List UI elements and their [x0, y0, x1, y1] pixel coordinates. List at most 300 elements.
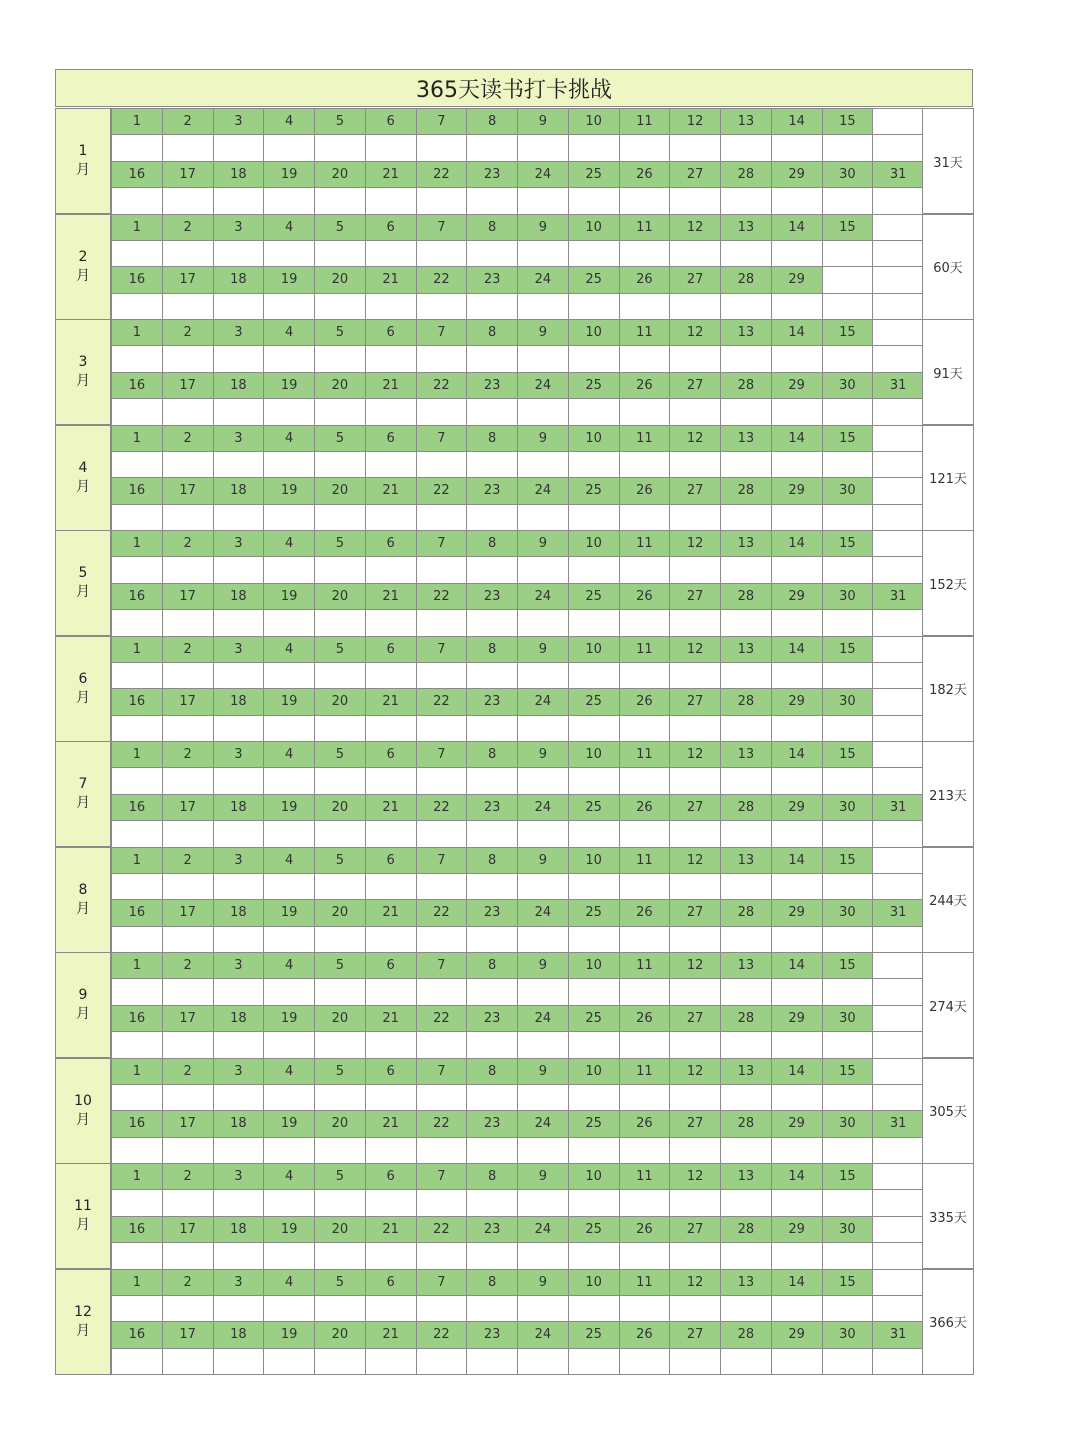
- checkin-cell[interactable]: [466, 1031, 518, 1058]
- checkin-cell[interactable]: [872, 477, 924, 504]
- checkin-cell[interactable]: [669, 240, 721, 267]
- checkin-cell[interactable]: [771, 451, 823, 478]
- checkin-cell[interactable]: [568, 609, 620, 636]
- checkin-cell[interactable]: [517, 1189, 569, 1216]
- checkin-cell[interactable]: [517, 1242, 569, 1269]
- checkin-cell[interactable]: [416, 1084, 468, 1111]
- checkin-cell[interactable]: [517, 1137, 569, 1164]
- checkin-cell[interactable]: [365, 1295, 417, 1322]
- checkin-cell[interactable]: [365, 1137, 417, 1164]
- checkin-cell[interactable]: [872, 715, 924, 742]
- checkin-cell[interactable]: [619, 715, 671, 742]
- checkin-cell[interactable]: [720, 240, 772, 267]
- checkin-cell[interactable]: [771, 715, 823, 742]
- checkin-cell[interactable]: [720, 662, 772, 689]
- checkin-cell[interactable]: [517, 1348, 569, 1375]
- checkin-cell[interactable]: [517, 873, 569, 900]
- checkin-cell[interactable]: [162, 240, 214, 267]
- checkin-cell[interactable]: [263, 662, 315, 689]
- checkin-cell[interactable]: [872, 847, 924, 874]
- checkin-cell[interactable]: [669, 1189, 721, 1216]
- checkin-cell[interactable]: [720, 1348, 772, 1375]
- checkin-cell[interactable]: [314, 556, 366, 583]
- checkin-cell[interactable]: [162, 978, 214, 1005]
- checkin-cell[interactable]: [669, 187, 721, 214]
- checkin-cell[interactable]: [162, 820, 214, 847]
- checkin-cell[interactable]: [720, 504, 772, 531]
- checkin-cell[interactable]: [771, 767, 823, 794]
- checkin-cell[interactable]: [263, 609, 315, 636]
- checkin-cell[interactable]: [314, 1031, 366, 1058]
- checkin-cell[interactable]: [365, 240, 417, 267]
- checkin-cell[interactable]: [517, 609, 569, 636]
- checkin-cell[interactable]: [466, 609, 518, 636]
- checkin-cell[interactable]: [822, 1031, 874, 1058]
- checkin-cell[interactable]: [720, 134, 772, 161]
- checkin-cell[interactable]: [365, 1348, 417, 1375]
- checkin-cell[interactable]: [872, 978, 924, 1005]
- checkin-cell[interactable]: [669, 1031, 721, 1058]
- checkin-cell[interactable]: [568, 715, 620, 742]
- checkin-cell[interactable]: [771, 293, 823, 320]
- checkin-cell[interactable]: [771, 240, 823, 267]
- checkin-cell[interactable]: [619, 1295, 671, 1322]
- checkin-cell[interactable]: [111, 345, 163, 372]
- checkin-cell[interactable]: [619, 1348, 671, 1375]
- checkin-cell[interactable]: [872, 1005, 924, 1032]
- checkin-cell[interactable]: [314, 873, 366, 900]
- checkin-cell[interactable]: [822, 715, 874, 742]
- checkin-cell[interactable]: [669, 820, 721, 847]
- checkin-cell[interactable]: [872, 1084, 924, 1111]
- checkin-cell[interactable]: [517, 1084, 569, 1111]
- checkin-cell[interactable]: [365, 715, 417, 742]
- checkin-cell[interactable]: [162, 715, 214, 742]
- checkin-cell[interactable]: [213, 926, 265, 953]
- checkin-cell[interactable]: [517, 187, 569, 214]
- checkin-cell[interactable]: [416, 187, 468, 214]
- checkin-cell[interactable]: [568, 345, 620, 372]
- checkin-cell[interactable]: [720, 715, 772, 742]
- checkin-cell[interactable]: [213, 767, 265, 794]
- checkin-cell[interactable]: [213, 556, 265, 583]
- checkin-cell[interactable]: [720, 187, 772, 214]
- checkin-cell[interactable]: [822, 926, 874, 953]
- checkin-cell[interactable]: [619, 1189, 671, 1216]
- checkin-cell[interactable]: [822, 1084, 874, 1111]
- checkin-cell[interactable]: [771, 1348, 823, 1375]
- checkin-cell[interactable]: [466, 1137, 518, 1164]
- checkin-cell[interactable]: [263, 187, 315, 214]
- checkin-cell[interactable]: [568, 1295, 620, 1322]
- checkin-cell[interactable]: [416, 451, 468, 478]
- checkin-cell[interactable]: [771, 345, 823, 372]
- checkin-cell[interactable]: [872, 108, 924, 135]
- checkin-cell[interactable]: [466, 134, 518, 161]
- checkin-cell[interactable]: [568, 1084, 620, 1111]
- checkin-cell[interactable]: [162, 1137, 214, 1164]
- checkin-cell[interactable]: [263, 1031, 315, 1058]
- checkin-cell[interactable]: [416, 609, 468, 636]
- checkin-cell[interactable]: [416, 398, 468, 425]
- checkin-cell[interactable]: [771, 926, 823, 953]
- checkin-cell[interactable]: [213, 978, 265, 1005]
- checkin-cell[interactable]: [720, 609, 772, 636]
- checkin-cell[interactable]: [213, 662, 265, 689]
- checkin-cell[interactable]: [669, 767, 721, 794]
- checkin-cell[interactable]: [416, 1137, 468, 1164]
- checkin-cell[interactable]: [263, 1348, 315, 1375]
- checkin-cell[interactable]: [365, 134, 417, 161]
- checkin-cell[interactable]: [619, 1084, 671, 1111]
- checkin-cell[interactable]: [872, 1058, 924, 1085]
- checkin-cell[interactable]: [416, 1295, 468, 1322]
- checkin-cell[interactable]: [872, 425, 924, 452]
- checkin-cell[interactable]: [111, 1137, 163, 1164]
- checkin-cell[interactable]: [517, 715, 569, 742]
- checkin-cell[interactable]: [822, 134, 874, 161]
- checkin-cell[interactable]: [111, 662, 163, 689]
- checkin-cell[interactable]: [466, 451, 518, 478]
- checkin-cell[interactable]: [416, 1242, 468, 1269]
- checkin-cell[interactable]: [720, 820, 772, 847]
- checkin-cell[interactable]: [568, 1031, 620, 1058]
- checkin-cell[interactable]: [822, 293, 874, 320]
- checkin-cell[interactable]: [669, 504, 721, 531]
- checkin-cell[interactable]: [822, 266, 874, 293]
- checkin-cell[interactable]: [111, 398, 163, 425]
- checkin-cell[interactable]: [568, 556, 620, 583]
- checkin-cell[interactable]: [111, 767, 163, 794]
- checkin-cell[interactable]: [771, 820, 823, 847]
- checkin-cell[interactable]: [365, 451, 417, 478]
- checkin-cell[interactable]: [162, 662, 214, 689]
- checkin-cell[interactable]: [466, 1084, 518, 1111]
- checkin-cell[interactable]: [365, 662, 417, 689]
- checkin-cell[interactable]: [213, 451, 265, 478]
- checkin-cell[interactable]: [416, 873, 468, 900]
- checkin-cell[interactable]: [822, 345, 874, 372]
- checkin-cell[interactable]: [466, 556, 518, 583]
- checkin-cell[interactable]: [162, 1031, 214, 1058]
- checkin-cell[interactable]: [568, 820, 620, 847]
- checkin-cell[interactable]: [162, 345, 214, 372]
- checkin-cell[interactable]: [619, 1031, 671, 1058]
- checkin-cell[interactable]: [365, 1189, 417, 1216]
- checkin-cell[interactable]: [720, 767, 772, 794]
- checkin-cell[interactable]: [162, 1084, 214, 1111]
- checkin-cell[interactable]: [416, 767, 468, 794]
- checkin-cell[interactable]: [872, 609, 924, 636]
- checkin-cell[interactable]: [466, 240, 518, 267]
- checkin-cell[interactable]: [517, 504, 569, 531]
- checkin-cell[interactable]: [365, 926, 417, 953]
- checkin-cell[interactable]: [771, 187, 823, 214]
- checkin-cell[interactable]: [213, 1189, 265, 1216]
- checkin-cell[interactable]: [568, 134, 620, 161]
- checkin-cell[interactable]: [365, 1242, 417, 1269]
- checkin-cell[interactable]: [416, 504, 468, 531]
- checkin-cell[interactable]: [162, 451, 214, 478]
- checkin-cell[interactable]: [619, 662, 671, 689]
- checkin-cell[interactable]: [416, 134, 468, 161]
- checkin-cell[interactable]: [111, 1295, 163, 1322]
- checkin-cell[interactable]: [872, 1295, 924, 1322]
- checkin-cell[interactable]: [872, 134, 924, 161]
- checkin-cell[interactable]: [111, 240, 163, 267]
- checkin-cell[interactable]: [314, 1137, 366, 1164]
- checkin-cell[interactable]: [822, 1189, 874, 1216]
- checkin-cell[interactable]: [466, 1242, 518, 1269]
- checkin-cell[interactable]: [314, 926, 366, 953]
- checkin-cell[interactable]: [466, 715, 518, 742]
- checkin-cell[interactable]: [669, 873, 721, 900]
- checkin-cell[interactable]: [466, 345, 518, 372]
- checkin-cell[interactable]: [111, 715, 163, 742]
- checkin-cell[interactable]: [517, 556, 569, 583]
- checkin-cell[interactable]: [720, 398, 772, 425]
- checkin-cell[interactable]: [213, 820, 265, 847]
- checkin-cell[interactable]: [872, 1163, 924, 1190]
- checkin-cell[interactable]: [872, 926, 924, 953]
- checkin-cell[interactable]: [263, 926, 315, 953]
- checkin-cell[interactable]: [822, 556, 874, 583]
- checkin-cell[interactable]: [517, 767, 569, 794]
- checkin-cell[interactable]: [669, 926, 721, 953]
- checkin-cell[interactable]: [517, 345, 569, 372]
- checkin-cell[interactable]: [314, 187, 366, 214]
- checkin-cell[interactable]: [416, 820, 468, 847]
- checkin-cell[interactable]: [822, 451, 874, 478]
- checkin-cell[interactable]: [619, 767, 671, 794]
- checkin-cell[interactable]: [568, 926, 620, 953]
- checkin-cell[interactable]: [111, 134, 163, 161]
- checkin-cell[interactable]: [720, 451, 772, 478]
- checkin-cell[interactable]: [314, 1189, 366, 1216]
- checkin-cell[interactable]: [568, 1348, 620, 1375]
- checkin-cell[interactable]: [771, 873, 823, 900]
- checkin-cell[interactable]: [669, 1242, 721, 1269]
- checkin-cell[interactable]: [872, 952, 924, 979]
- checkin-cell[interactable]: [771, 504, 823, 531]
- checkin-cell[interactable]: [111, 1084, 163, 1111]
- checkin-cell[interactable]: [466, 1189, 518, 1216]
- checkin-cell[interactable]: [720, 345, 772, 372]
- checkin-cell[interactable]: [771, 398, 823, 425]
- checkin-cell[interactable]: [568, 504, 620, 531]
- checkin-cell[interactable]: [822, 398, 874, 425]
- checkin-cell[interactable]: [872, 767, 924, 794]
- checkin-cell[interactable]: [669, 398, 721, 425]
- checkin-cell[interactable]: [365, 293, 417, 320]
- checkin-cell[interactable]: [619, 873, 671, 900]
- checkin-cell[interactable]: [263, 345, 315, 372]
- checkin-cell[interactable]: [162, 134, 214, 161]
- checkin-cell[interactable]: [872, 1242, 924, 1269]
- checkin-cell[interactable]: [111, 926, 163, 953]
- checkin-cell[interactable]: [517, 926, 569, 953]
- checkin-cell[interactable]: [619, 556, 671, 583]
- checkin-cell[interactable]: [466, 926, 518, 953]
- checkin-cell[interactable]: [568, 293, 620, 320]
- checkin-cell[interactable]: [365, 767, 417, 794]
- checkin-cell[interactable]: [162, 873, 214, 900]
- checkin-cell[interactable]: [314, 504, 366, 531]
- checkin-cell[interactable]: [263, 873, 315, 900]
- checkin-cell[interactable]: [822, 504, 874, 531]
- checkin-cell[interactable]: [162, 1242, 214, 1269]
- checkin-cell[interactable]: [263, 1084, 315, 1111]
- checkin-cell[interactable]: [872, 398, 924, 425]
- checkin-cell[interactable]: [720, 978, 772, 1005]
- checkin-cell[interactable]: [568, 767, 620, 794]
- checkin-cell[interactable]: [416, 1189, 468, 1216]
- checkin-cell[interactable]: [872, 240, 924, 267]
- checkin-cell[interactable]: [822, 240, 874, 267]
- checkin-cell[interactable]: [314, 134, 366, 161]
- checkin-cell[interactable]: [162, 556, 214, 583]
- checkin-cell[interactable]: [365, 873, 417, 900]
- checkin-cell[interactable]: [517, 451, 569, 478]
- checkin-cell[interactable]: [619, 926, 671, 953]
- checkin-cell[interactable]: [771, 1189, 823, 1216]
- checkin-cell[interactable]: [517, 978, 569, 1005]
- checkin-cell[interactable]: [720, 293, 772, 320]
- checkin-cell[interactable]: [771, 556, 823, 583]
- checkin-cell[interactable]: [213, 1084, 265, 1111]
- checkin-cell[interactable]: [517, 1031, 569, 1058]
- checkin-cell[interactable]: [213, 1348, 265, 1375]
- checkin-cell[interactable]: [669, 978, 721, 1005]
- checkin-cell[interactable]: [314, 662, 366, 689]
- checkin-cell[interactable]: [872, 187, 924, 214]
- checkin-cell[interactable]: [568, 662, 620, 689]
- checkin-cell[interactable]: [568, 873, 620, 900]
- checkin-cell[interactable]: [314, 1348, 366, 1375]
- checkin-cell[interactable]: [365, 1031, 417, 1058]
- checkin-cell[interactable]: [111, 609, 163, 636]
- checkin-cell[interactable]: [213, 293, 265, 320]
- checkin-cell[interactable]: [872, 1031, 924, 1058]
- checkin-cell[interactable]: [822, 1242, 874, 1269]
- checkin-cell[interactable]: [872, 214, 924, 241]
- checkin-cell[interactable]: [619, 451, 671, 478]
- checkin-cell[interactable]: [365, 345, 417, 372]
- checkin-cell[interactable]: [669, 1137, 721, 1164]
- checkin-cell[interactable]: [619, 345, 671, 372]
- checkin-cell[interactable]: [263, 1137, 315, 1164]
- checkin-cell[interactable]: [416, 1031, 468, 1058]
- checkin-cell[interactable]: [568, 187, 620, 214]
- checkin-cell[interactable]: [619, 820, 671, 847]
- checkin-cell[interactable]: [263, 820, 315, 847]
- checkin-cell[interactable]: [314, 1242, 366, 1269]
- checkin-cell[interactable]: [466, 187, 518, 214]
- checkin-cell[interactable]: [466, 1295, 518, 1322]
- checkin-cell[interactable]: [263, 1242, 315, 1269]
- checkin-cell[interactable]: [568, 1242, 620, 1269]
- checkin-cell[interactable]: [263, 293, 315, 320]
- checkin-cell[interactable]: [416, 1348, 468, 1375]
- checkin-cell[interactable]: [213, 715, 265, 742]
- checkin-cell[interactable]: [771, 662, 823, 689]
- checkin-cell[interactable]: [872, 1348, 924, 1375]
- checkin-cell[interactable]: [771, 134, 823, 161]
- checkin-cell[interactable]: [213, 609, 265, 636]
- checkin-cell[interactable]: [771, 1084, 823, 1111]
- checkin-cell[interactable]: [872, 530, 924, 557]
- checkin-cell[interactable]: [872, 1189, 924, 1216]
- checkin-cell[interactable]: [517, 398, 569, 425]
- checkin-cell[interactable]: [314, 978, 366, 1005]
- checkin-cell[interactable]: [466, 504, 518, 531]
- checkin-cell[interactable]: [466, 293, 518, 320]
- checkin-cell[interactable]: [517, 240, 569, 267]
- checkin-cell[interactable]: [466, 767, 518, 794]
- checkin-cell[interactable]: [213, 504, 265, 531]
- checkin-cell[interactable]: [771, 609, 823, 636]
- checkin-cell[interactable]: [872, 556, 924, 583]
- checkin-cell[interactable]: [263, 504, 315, 531]
- checkin-cell[interactable]: [213, 345, 265, 372]
- checkin-cell[interactable]: [720, 1295, 772, 1322]
- checkin-cell[interactable]: [720, 1137, 772, 1164]
- checkin-cell[interactable]: [822, 609, 874, 636]
- checkin-cell[interactable]: [720, 873, 772, 900]
- checkin-cell[interactable]: [568, 1189, 620, 1216]
- checkin-cell[interactable]: [872, 1269, 924, 1296]
- checkin-cell[interactable]: [669, 451, 721, 478]
- checkin-cell[interactable]: [720, 926, 772, 953]
- checkin-cell[interactable]: [213, 1031, 265, 1058]
- checkin-cell[interactable]: [314, 1295, 366, 1322]
- checkin-cell[interactable]: [111, 820, 163, 847]
- checkin-cell[interactable]: [669, 345, 721, 372]
- checkin-cell[interactable]: [365, 187, 417, 214]
- checkin-cell[interactable]: [872, 319, 924, 346]
- checkin-cell[interactable]: [111, 1189, 163, 1216]
- checkin-cell[interactable]: [213, 398, 265, 425]
- checkin-cell[interactable]: [263, 240, 315, 267]
- checkin-cell[interactable]: [568, 240, 620, 267]
- checkin-cell[interactable]: [771, 1137, 823, 1164]
- checkin-cell[interactable]: [365, 820, 417, 847]
- checkin-cell[interactable]: [416, 715, 468, 742]
- checkin-cell[interactable]: [568, 398, 620, 425]
- checkin-cell[interactable]: [669, 556, 721, 583]
- checkin-cell[interactable]: [263, 451, 315, 478]
- checkin-cell[interactable]: [416, 662, 468, 689]
- checkin-cell[interactable]: [162, 1189, 214, 1216]
- checkin-cell[interactable]: [669, 662, 721, 689]
- checkin-cell[interactable]: [162, 187, 214, 214]
- checkin-cell[interactable]: [872, 820, 924, 847]
- checkin-cell[interactable]: [213, 1295, 265, 1322]
- checkin-cell[interactable]: [619, 609, 671, 636]
- checkin-cell[interactable]: [720, 1084, 772, 1111]
- checkin-cell[interactable]: [314, 1084, 366, 1111]
- checkin-cell[interactable]: [619, 1137, 671, 1164]
- checkin-cell[interactable]: [466, 1348, 518, 1375]
- checkin-cell[interactable]: [771, 978, 823, 1005]
- checkin-cell[interactable]: [771, 1031, 823, 1058]
- checkin-cell[interactable]: [263, 398, 315, 425]
- checkin-cell[interactable]: [872, 293, 924, 320]
- checkin-cell[interactable]: [771, 1242, 823, 1269]
- checkin-cell[interactable]: [314, 398, 366, 425]
- checkin-cell[interactable]: [822, 1137, 874, 1164]
- checkin-cell[interactable]: [720, 556, 772, 583]
